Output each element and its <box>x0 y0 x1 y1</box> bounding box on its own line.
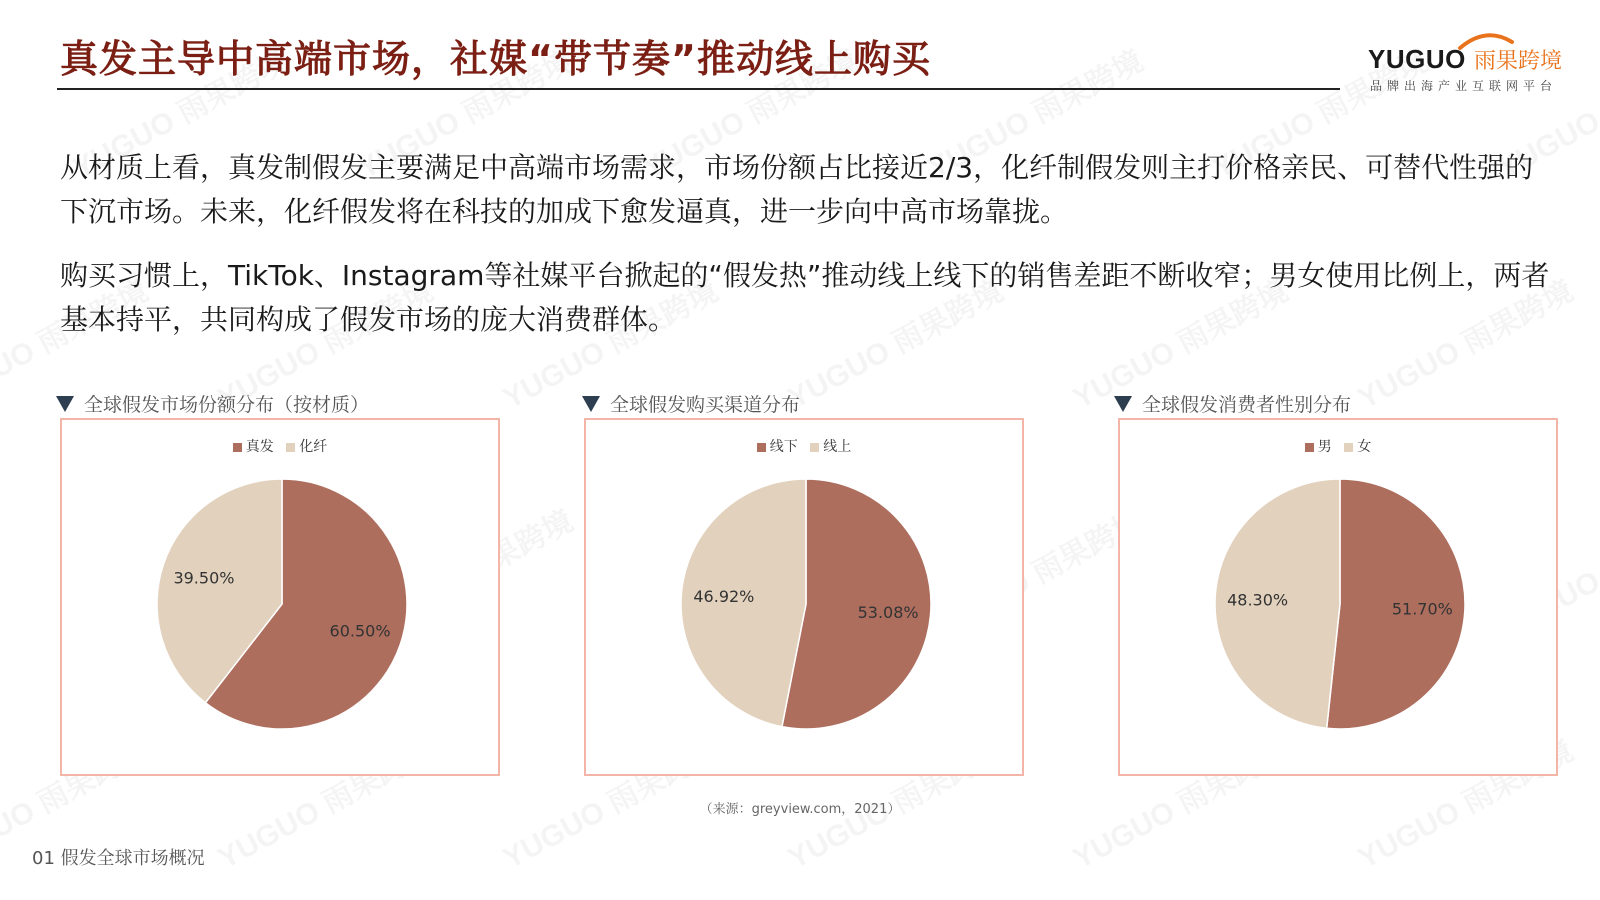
legend-label: 线下 <box>769 439 798 455</box>
legend-item <box>810 439 851 455</box>
data-source-note: （来源：greyview.com，2021） <box>699 802 901 817</box>
triangle-down-icon <box>582 396 600 412</box>
legend-label: 女 <box>1357 439 1372 455</box>
legend-swatch <box>1344 443 1353 452</box>
chart-title-channel: 全球假发购买渠道分布 <box>610 394 801 416</box>
legend-item <box>1305 439 1332 455</box>
chart-heading-gender <box>1114 390 1351 417</box>
triangle-down-icon <box>1114 396 1132 412</box>
pie-data-label: 60.50% <box>329 621 391 641</box>
legend-item <box>757 439 798 455</box>
legend-label: 男 <box>1317 439 1332 455</box>
pie-data-label: 39.50% <box>173 568 235 588</box>
pie-data-label: 48.30% <box>1227 590 1289 610</box>
chart-heading-channel <box>582 390 800 417</box>
chart-panel-material <box>60 418 500 776</box>
chart-legend <box>1120 436 1556 456</box>
legend-swatch <box>1305 443 1314 452</box>
pie-chart-material <box>62 420 498 774</box>
footer-section-label: 01 假发全球市场概况 <box>32 848 205 869</box>
pie-data-label: 46.92% <box>693 587 755 607</box>
logo-brand-cn: 雨果跨境 <box>1474 49 1563 74</box>
chart-title-gender: 全球假发消费者性别分布 <box>1142 394 1352 416</box>
triangle-down-icon <box>56 396 74 412</box>
intro-paragraph-channel: 购买习惯上，TikTok、Instagram等社媒平台掀起的“假发热”推动线上线下的销售差距不断收窄；男女使用比例上，两者基本持平，共同构成了假发市场的庞大消费群体。 <box>60 259 1550 336</box>
legend-swatch <box>810 443 819 452</box>
logo-brand-en: YUGUO <box>1368 44 1466 74</box>
legend-label: 化纤 <box>299 439 328 455</box>
chart-panel-channel <box>584 418 1024 776</box>
legend-label: 线上 <box>823 439 852 455</box>
chart-title-material: 全球假发市场份额分布（按材质） <box>84 394 370 416</box>
pie-chart-channel <box>586 420 1022 774</box>
legend-label: 真发 <box>245 439 274 455</box>
title-divider <box>57 88 1340 90</box>
chart-heading-material <box>56 390 369 417</box>
pie-data-label: 53.08% <box>857 602 919 622</box>
legend-swatch <box>757 443 766 452</box>
logo-tagline: 品牌出海产业互联网平台 <box>1370 79 1558 93</box>
legend-swatch <box>233 443 242 452</box>
legend-swatch <box>286 443 295 452</box>
legend-item <box>286 439 327 455</box>
chart-panel-gender <box>1118 418 1558 776</box>
chart-legend <box>586 436 1022 456</box>
legend-item <box>1344 439 1371 455</box>
pie-data-label: 51.70% <box>1391 599 1453 619</box>
page-title: 真发主导中高端市场，社媒“带节奏”推动线上购买 <box>60 37 931 81</box>
legend-item <box>233 439 274 455</box>
chart-legend <box>62 436 498 456</box>
pie-chart-gender <box>1120 420 1556 774</box>
brand-logo <box>1368 32 1568 96</box>
intro-paragraph-material: 从材质上看，真发制假发主要满足中高端市场需求，市场份额占比接近2/3，化纤制假发则主打价格亲民、可替代性强的下沉市场。未来，化纤假发将在科技的加成下愈发逼真，进一步向中高市场靠拢。 <box>60 151 1534 228</box>
